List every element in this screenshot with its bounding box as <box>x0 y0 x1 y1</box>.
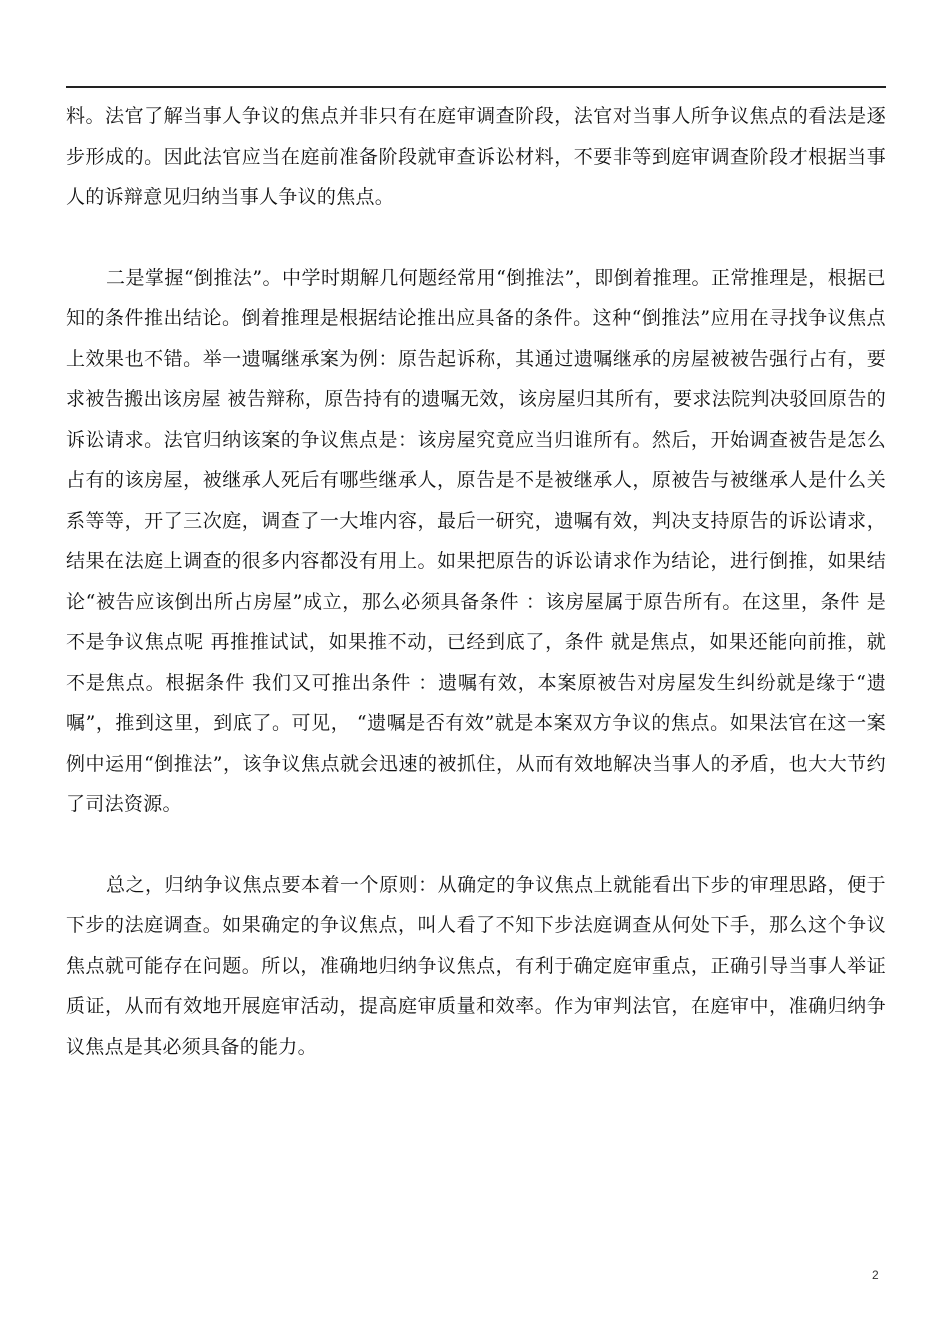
paragraph-reverse-reasoning: 二是掌握“倒推法”。中学时期解几何题经常用“倒推法”，即倒着推理。正常推理是，根据已知的条件推出结论。倒着推理是根据结论推出应具备的条件。这种“倒推法”应用在寻找争议焦点上效果也不错。举一遗嘱继承案为例：原告起诉称，其通过遗嘱继承的房屋被被告强行占有，要求被告搬出该房屋 被告辩称，原告持有的遗嘱无效，该房屋归其所有，要求法院判决驳回原告的诉讼请求。法官归纳该案的争议焦点是：该房屋究竟应当归谁所有。然后，开始调查被告是怎么占有的该房屋，被继承人死后有哪些继承人，原告是不是被继承人，原被告与被继承人是什么关系等等，开了三次庭，调查了一大堆内容，最后一研究，遗嘱有效，判决支持原告的诉讼请求，结果在法庭上调查的很多内容都没有用上。如果把原告的诉讼请求作为结论，进行倒推，如果结论“被告应该倒出所占房屋”成立，那么必须具备条件 ：该房屋属于原告所有。在这里，条件 是不是争议焦点呢 再推推试试，如果推不动，已经到底了，条件 就是焦点，如果还能向前推，就不是焦点。根据条件 我们又可推出条件 ：遗嘱有效，本案原被告对房屋发生纠纷就是缘于“遗嘱”，推到这里，到底了。可见， “遗嘱是否有效”就是本案双方争议的焦点。如果法官在这一案例中运用“倒推法”，该争议焦点就会迅速的被抓住，从而有效地解决当事人的矛盾，也大大节约了司法资源。 <box>66 266 886 815</box>
paragraph-conclusion: 总之，归纳争议焦点要本着一个原则：从确定的争议焦点上就能看出下步的审理思路，便于下步的法庭调查。如果确定的争议焦点，叫人看了不知下步法庭调查从何处下手，那么这个争议焦点就可能存在问题。所以，准确地归纳争议焦点，有利于确定庭审重点，正确引导当事人举证质证，从而有效地开展庭审活动，提高庭审质量和效率。作为审判法官，在庭审中，准确归纳争议焦点是其必须具备的能力。 <box>66 873 886 1058</box>
page-number: 2 <box>872 1268 879 1282</box>
header-rule <box>66 86 886 88</box>
document-body <box>66 96 886 1067</box>
paragraph-continuation: 料。法官了解当事人争议的焦点并非只有在庭审调查阶段，法官对当事人所争议焦点的看法是逐步形成的。因此法官应当在庭前准备阶段就审查诉讼材料，不要非等到庭审调查阶段才根据当事人的诉辩意见归纳当事人争议的焦点。 <box>66 105 886 208</box>
